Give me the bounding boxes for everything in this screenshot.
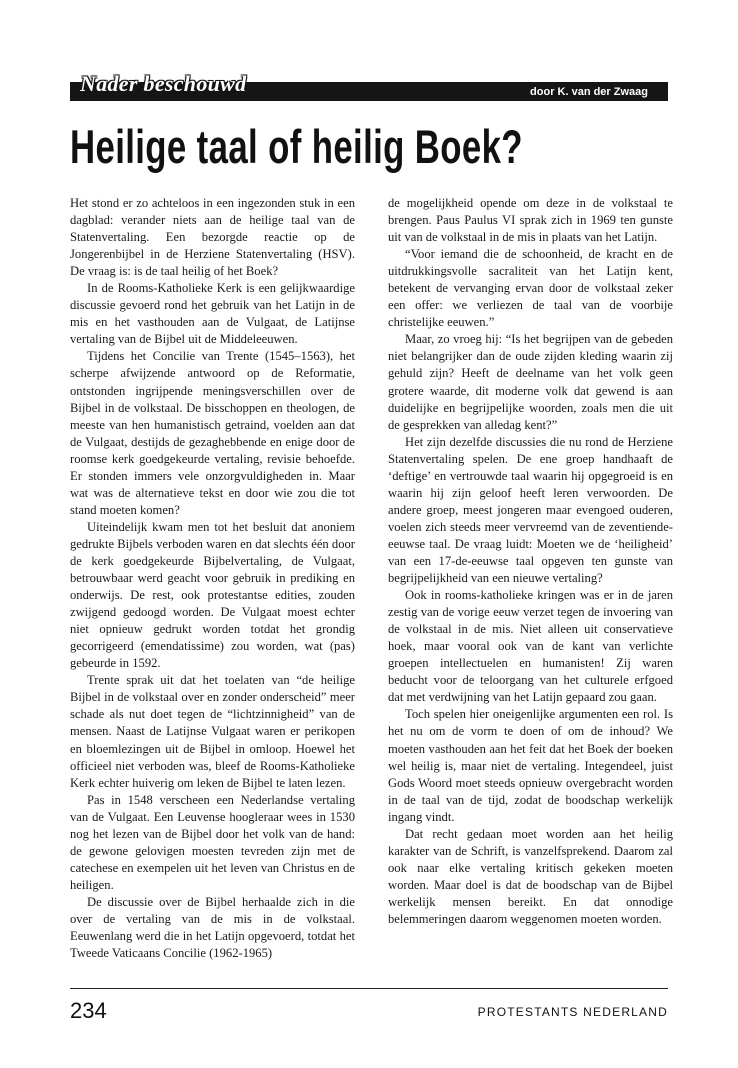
paragraph: de mogelijkheid opende om deze in de volkstaal te brengen. Paus Paulus VI sprak zich in 1969 ten gunste uit van de volkstaal in de mis in plaats van het Latijn.	[388, 196, 673, 245]
page-number: 234	[70, 998, 107, 1023]
left-column	[70, 195, 355, 962]
paragraph: “Voor iemand die de schoonheid, de kracht en de uitdrukkingsvolle sacraliteit van het Latijn kent, betekent de vervanging ervan door de volkstaal zeker een offer: we verliezen de taal van de voorbije christelijke eeuwen.”	[388, 247, 673, 330]
paragraph: Maar, zo vroeg hij: “Is het begrijpen van de gebeden niet belangrijker dan de oude zijden kleding waarin zij gehuld zijn? Heeft de deelname van het volk geen grotere waarde, dit moderne volk dat gewend is aan duidelijke en begrijpelijke woorden, zoals men die uit de gesprekken van alledag kent?”	[388, 332, 673, 432]
paragraph: Tijdens het Concilie van Trente (1545–1563), het scherpe afwijzende antwoord op de Reformatie, ontstonden ingrijpende meningsverschillen over de Bijbel in de volkstaal. De bisschoppen en theologen, de meeste van hen humanistisch getraind, voelden aan dat de Vulgaat, destijds de gezaghebbende en enige door de roomse kerk goedgekeurde vertaling, revisie behoefde. Er stonden immers vele onzorgvuldigheden in. Maar wat was de alternatieve tekst en door wie zou die tot stand moeten komen?	[70, 349, 355, 517]
paragraph: Dat recht gedaan moet worden aan het heilig karakter van de Schrift, is vanzelfsprekend. Daarom zal ook naar elke vertaling kritisch gekeken moeten worden. Maar doel is dat de boodschap van de Bijbel werkelijk mensen bereikt. En dat onnodige belemmeringen daarom weggenomen moeten worden.	[388, 826, 673, 926]
paragraph: De discussie over de Bijbel herhaalde zich in die over de vertaling van de mis in de volkstaal. Eeuwenlang werd die in het Latijn opgevoerd, totdat het Tweede Vaticaans Concilie (1962-1965)	[70, 894, 355, 961]
paragraph: Pas in 1548 verscheen een Nederlandse vertaling van de Vulgaat. Een Leuvense hoogleraar wees in 1530 nog het lezen van de Bijbel door het volk van de hand: de gewone gelovigen moesten tevreden zijn met de catechese en exempelen uit het leven van Christus en de heiligen.	[70, 792, 355, 892]
author-byline: door K. van der Zwaag	[530, 86, 648, 98]
paragraph: In de Rooms-Katholieke Kerk is een gelijkwaardige discussie gevoerd rond het gebruik van het Latijn in de mis en het vasthouden aan de Vulgaat, de Latijnse vertaling van de Bijbel uit de Middeleeuwen.	[70, 281, 355, 347]
footer-rule	[70, 988, 668, 989]
publication-name: PROTESTANTS NEDERLAND	[477, 1005, 668, 1019]
right-column	[388, 195, 673, 928]
paragraph: Uiteindelijk kwam men tot het besluit dat anoniem gedrukte Bijbels verboden waren en dat slechts één door de kerk goedgekeurde Bijbelvertaling, de Vulgaat, betrouwbaar werd geacht voor gebruik in prediking en onderwijs. De rest, ook protestantse edities, zouden zwijgend gedoogd worden. De Vulgaat moest echter niet opnieuw gedrukt worden totdat het grondig gecorrigeerd (emendatissime) zou worden, wat (pas) gebeurde in 1592.	[70, 519, 355, 671]
paragraph: Het zijn dezelfde discussies die nu rond de Herziene Statenvertaling spelen. De ene groep handhaaft de ‘deftige’ en vertrouwde taal waarin hij opgegroeid is en waarin hij zijn geloof heeft leren verwoorden. De andere groep, meest jongeren maar evengoed ouderen, voelen zich steeds meer vervreemd van de zeventiende-eeuwse taal. De vraag luidt: Moeten we de ‘heiligheid’ van een 17-de-eeuwse taal opgeven ten gunste van begrijpelijkheid van een nieuwe vertaling?	[388, 434, 673, 586]
paragraph: Toch spelen hier oneigenlijke argumenten een rol. Is het nu om de vorm te doen of om de inhoud? We moeten vasthouden aan het feit dat het Boek der boeken wel heilig is, maar niet de vertaling. Integendeel, juist Gods Woord moet steeds opnieuw overgebracht worden in de taal van de tijd, zodat de boodschap werkelijk ingang vindt.	[388, 707, 673, 824]
paragraph: Het stond er zo achteloos in een ingezonden stuk in een dagblad: verander niets aan de heilige taal van de Statenvertaling. Een bezorgde reactie op de Jongerenbijbel in de Herziene Statenvertaling (HSV). De vraag is: is de taal heilig of het Boek?	[70, 196, 355, 279]
article-title: Heilige taal of heilig Boek?	[70, 120, 523, 173]
paragraph: Trente sprak uit dat het toelaten van “de heilige Bijbel in de volkstaal over en zonder onderscheid” meer schade als nut doet tegen de “lichtzinnigheid” van de mensen. Naast de Latijnse Vulgaat waren er perikopen en bloemlezingen uit de Bijbel in omloop. Hoewel het officieel niet verboden was, bleef de Rooms-Katholieke Kerk echter huiverig om leken de Bijbel te laten lezen.	[70, 673, 355, 790]
paragraph: Ook in rooms-katholieke kringen was er in de jaren zestig van de vorige eeuw verzet tegen de invoering van de volkstaal in de mis. Niet alleen uit conservatieve hoek, maar vooral ook van de kant van verlichte groepen intellectuelen en humanisten! Zij waren beducht voor de teloorgang van het culturele erfgoed dat met verdwijning van het Latijn gepaard zou gaan.	[388, 588, 673, 705]
section-label: Nader beschouwd	[80, 71, 247, 96]
